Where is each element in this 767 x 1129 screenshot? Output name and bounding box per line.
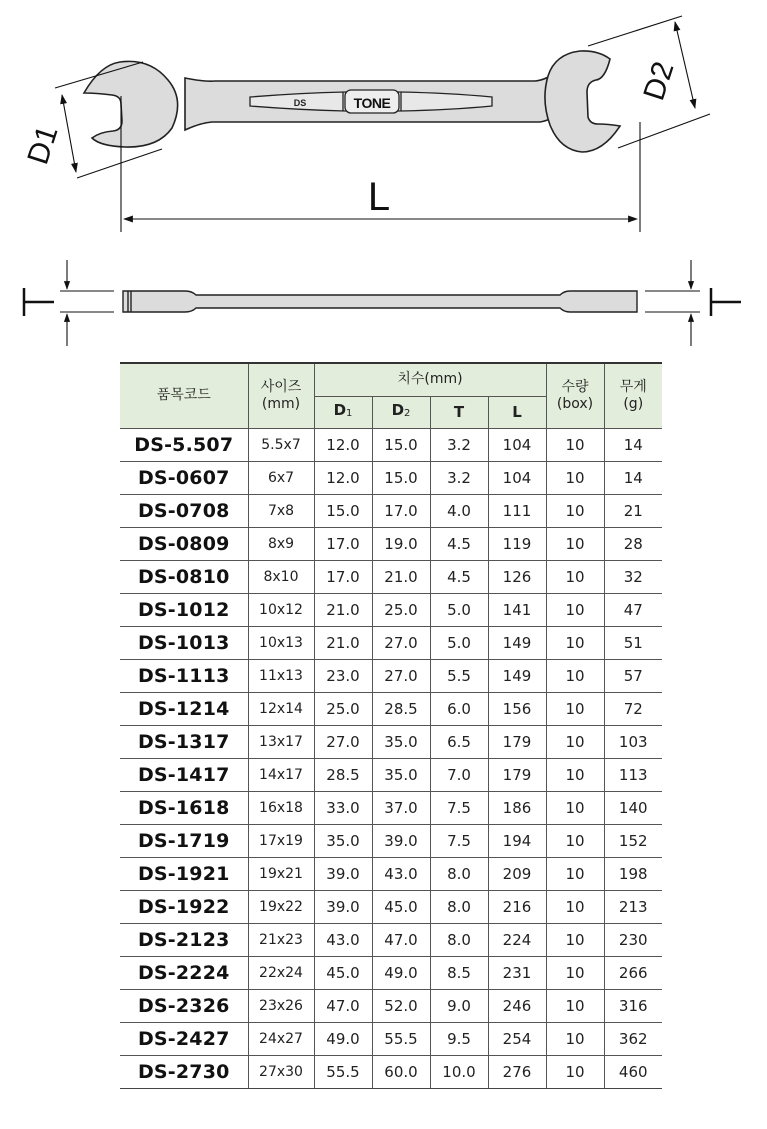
header-d1: $D_1$ [314,396,372,428]
product-code-cell: DS-2427 [120,1022,248,1055]
d1-cell: 15.0 [314,494,372,527]
thickness-cell: 3.2 [430,461,488,494]
thickness-cell: 6.5 [430,725,488,758]
weight-cell: 21 [604,494,662,527]
product-code-cell: DS-0809 [120,527,248,560]
d2-label: D2 [637,57,681,105]
table-row [120,659,662,692]
d1-label: D1 [21,121,65,169]
size-cell: 10x12 [248,593,314,626]
d2-cell: 47.0 [372,923,430,956]
d2-cell: 21.0 [372,560,430,593]
brand-label: TONE [353,95,391,111]
d2-cell: 39.0 [372,824,430,857]
table-row [120,725,662,758]
quantity-cell: 10 [546,593,604,626]
thickness-cell: 4.0 [430,494,488,527]
d2-cell: 19.0 [372,527,430,560]
d1-cell: 12.0 [314,428,372,461]
d1-cell: 49.0 [314,1022,372,1055]
thickness-cell: 9.5 [430,1022,488,1055]
thickness-cell: 4.5 [430,560,488,593]
size-cell: 5.5x7 [248,428,314,461]
size-cell: 22x24 [248,956,314,989]
d1-cell: 21.0 [314,593,372,626]
quantity-cell: 10 [546,560,604,593]
size-cell: 6x7 [248,461,314,494]
d1-cell: 43.0 [314,923,372,956]
product-code-cell: DS-1113 [120,659,248,692]
length-cell: 231 [488,956,546,989]
weight-cell: 32 [604,560,662,593]
header-weight-label: 무게 [619,378,647,395]
d1-cell: 23.0 [314,659,372,692]
length-cell: 104 [488,461,546,494]
d1-cell: 35.0 [314,824,372,857]
table-row [120,857,662,890]
quantity-cell: 10 [546,428,604,461]
header-d2: $D_2$ [372,396,430,428]
quantity-cell: 10 [546,527,604,560]
d2-cell: 17.0 [372,494,430,527]
header-code: 품목코드 [120,363,248,428]
thickness-cell: 7.0 [430,758,488,791]
quantity-cell: 10 [546,923,604,956]
table-row [120,758,662,791]
d2-cell: 45.0 [372,890,430,923]
header-t: T [430,396,488,428]
d2-cell: 55.5 [372,1022,430,1055]
header-qty-unit: (box) [556,395,594,412]
header-l: L [488,396,546,428]
table-row [120,956,662,989]
weight-cell: 28 [604,527,662,560]
thickness-cell: 9.0 [430,989,488,1022]
t-symbol-left [24,288,54,316]
weight-cell: 316 [604,989,662,1022]
length-cell: 149 [488,626,546,659]
d1-cell: 39.0 [314,890,372,923]
d2-cell: 28.5 [372,692,430,725]
thickness-cell: 8.0 [430,890,488,923]
table-row [120,461,662,494]
thickness-cell: 5.0 [430,626,488,659]
weight-cell: 230 [604,923,662,956]
size-cell: 7x8 [248,494,314,527]
product-code-cell: DS-1317 [120,725,248,758]
table-row [120,1055,662,1088]
weight-cell: 152 [604,824,662,857]
d2-cell: 25.0 [372,593,430,626]
header-size [248,363,314,428]
length-label: L [367,175,391,219]
thickness-cell: 7.5 [430,824,488,857]
thickness-cell: 8.5 [430,956,488,989]
d2-cell: 49.0 [372,956,430,989]
table-row [120,428,662,461]
weight-cell: 47 [604,593,662,626]
thickness-cell: 3.2 [430,428,488,461]
length-cell: 149 [488,659,546,692]
d2-cell: 27.0 [372,659,430,692]
product-code-cell: DS-1012 [120,593,248,626]
size-cell: 17x19 [248,824,314,857]
thickness-cell: 5.5 [430,659,488,692]
product-code-cell: DS-1417 [120,758,248,791]
product-code-cell: DS-2326 [120,989,248,1022]
d1-cell: 21.0 [314,626,372,659]
wrench-side-body [123,291,637,312]
header-size-unit: (mm) [261,395,301,412]
d1-cell: 33.0 [314,791,372,824]
product-code-cell: DS-1214 [120,692,248,725]
weight-cell: 14 [604,428,662,461]
length-cell: 224 [488,923,546,956]
size-cell: 19x21 [248,857,314,890]
d1-cell: 55.5 [314,1055,372,1088]
thickness-cell: 6.0 [430,692,488,725]
product-code-cell: DS-2123 [120,923,248,956]
table-row [120,560,662,593]
length-cell: 119 [488,527,546,560]
d1-cell: 39.0 [314,857,372,890]
table-row [120,989,662,1022]
weight-cell: 198 [604,857,662,890]
table-row [120,791,662,824]
size-cell: 13x17 [248,725,314,758]
length-cell: 209 [488,857,546,890]
length-cell: 141 [488,593,546,626]
size-cell: 16x18 [248,791,314,824]
product-code-cell: DS-5.507 [120,428,248,461]
quantity-cell: 10 [546,626,604,659]
product-code-cell: DS-1013 [120,626,248,659]
weight-cell: 213 [604,890,662,923]
size-cell: 11x13 [248,659,314,692]
wrench-side-view-diagram [0,240,767,360]
size-cell: 14x17 [248,758,314,791]
weight-cell: 362 [604,1022,662,1055]
d1-cell: 45.0 [314,956,372,989]
weight-cell: 113 [604,758,662,791]
weight-cell: 72 [604,692,662,725]
thickness-cell: 8.0 [430,923,488,956]
thickness-cell: 10.0 [430,1055,488,1088]
length-cell: 179 [488,725,546,758]
size-cell: 19x22 [248,890,314,923]
quantity-cell: 10 [546,758,604,791]
product-code-cell: DS-0810 [120,560,248,593]
header-size-label: 사이즈 [260,378,302,395]
d1-cell: 28.5 [314,758,372,791]
quantity-cell: 10 [546,725,604,758]
table-row [120,626,662,659]
d2-cell: 37.0 [372,791,430,824]
table-row [120,527,662,560]
thickness-cell: 7.5 [430,791,488,824]
wrench-top-view-diagram [0,0,767,240]
header-qty-label: 수량 [561,378,589,395]
d1-cell: 17.0 [314,560,372,593]
thickness-dimension-right [645,260,700,346]
product-code-cell: DS-0607 [120,461,248,494]
d1-cell: 25.0 [314,692,372,725]
quantity-cell: 10 [546,692,604,725]
quantity-cell: 10 [546,461,604,494]
size-cell: 21x23 [248,923,314,956]
header-weight-unit: (g) [623,395,644,412]
thickness-cell: 8.0 [430,857,488,890]
header-dimensions: 치수(mm) [314,363,546,396]
product-code-cell: DS-0708 [120,494,248,527]
length-cell: 216 [488,890,546,923]
weight-cell: 140 [604,791,662,824]
d1-cell: 47.0 [314,989,372,1022]
d1-cell: 27.0 [314,725,372,758]
series-label: DS [293,98,307,108]
table-row [120,1022,662,1055]
product-code-cell: DS-1618 [120,791,248,824]
size-cell: 10x13 [248,626,314,659]
table-row [120,890,662,923]
quantity-cell: 10 [546,1055,604,1088]
quantity-cell: 10 [546,659,604,692]
quantity-cell: 10 [546,824,604,857]
length-cell: 126 [488,560,546,593]
size-cell: 27x30 [248,1055,314,1088]
thickness-cell: 5.0 [430,593,488,626]
weight-cell: 103 [604,725,662,758]
d2-cell: 60.0 [372,1055,430,1088]
d2-cell: 35.0 [372,725,430,758]
thickness-cell: 4.5 [430,527,488,560]
d1-cell: 17.0 [314,527,372,560]
size-cell: 8x10 [248,560,314,593]
product-code-cell: DS-2730 [120,1055,248,1088]
table-row [120,824,662,857]
d2-cell: 15.0 [372,428,430,461]
table-row [120,923,662,956]
length-cell: 254 [488,1022,546,1055]
product-code-cell: DS-2224 [120,956,248,989]
d1-cell: 12.0 [314,461,372,494]
length-cell: 194 [488,824,546,857]
quantity-cell: 10 [546,890,604,923]
weight-cell: 460 [604,1055,662,1088]
length-cell: 186 [488,791,546,824]
spec-table [120,362,662,1089]
weight-cell: 266 [604,956,662,989]
d2-cell: 27.0 [372,626,430,659]
header-weight [604,363,662,428]
weight-cell: 51 [604,626,662,659]
d2-cell: 35.0 [372,758,430,791]
table-row [120,593,662,626]
quantity-cell: 10 [546,956,604,989]
length-cell: 179 [488,758,546,791]
size-cell: 12x14 [248,692,314,725]
length-cell: 246 [488,989,546,1022]
weight-cell: 14 [604,461,662,494]
product-code-cell: DS-1921 [120,857,248,890]
size-cell: 24x27 [248,1022,314,1055]
quantity-cell: 10 [546,494,604,527]
t-symbol-right [711,288,741,316]
size-cell: 8x9 [248,527,314,560]
table-row [120,494,662,527]
table-row [120,692,662,725]
d2-cell: 43.0 [372,857,430,890]
length-cell: 276 [488,1055,546,1088]
quantity-cell: 10 [546,989,604,1022]
size-cell: 23x26 [248,989,314,1022]
length-cell: 156 [488,692,546,725]
d2-cell: 52.0 [372,989,430,1022]
weight-cell: 57 [604,659,662,692]
length-cell: 111 [488,494,546,527]
product-code-cell: DS-1719 [120,824,248,857]
length-cell: 104 [488,428,546,461]
d2-cell: 15.0 [372,461,430,494]
quantity-cell: 10 [546,1022,604,1055]
thickness-dimension-left [60,260,114,346]
header-qty [546,363,604,428]
product-code-cell: DS-1922 [120,890,248,923]
quantity-cell: 10 [546,857,604,890]
quantity-cell: 10 [546,791,604,824]
